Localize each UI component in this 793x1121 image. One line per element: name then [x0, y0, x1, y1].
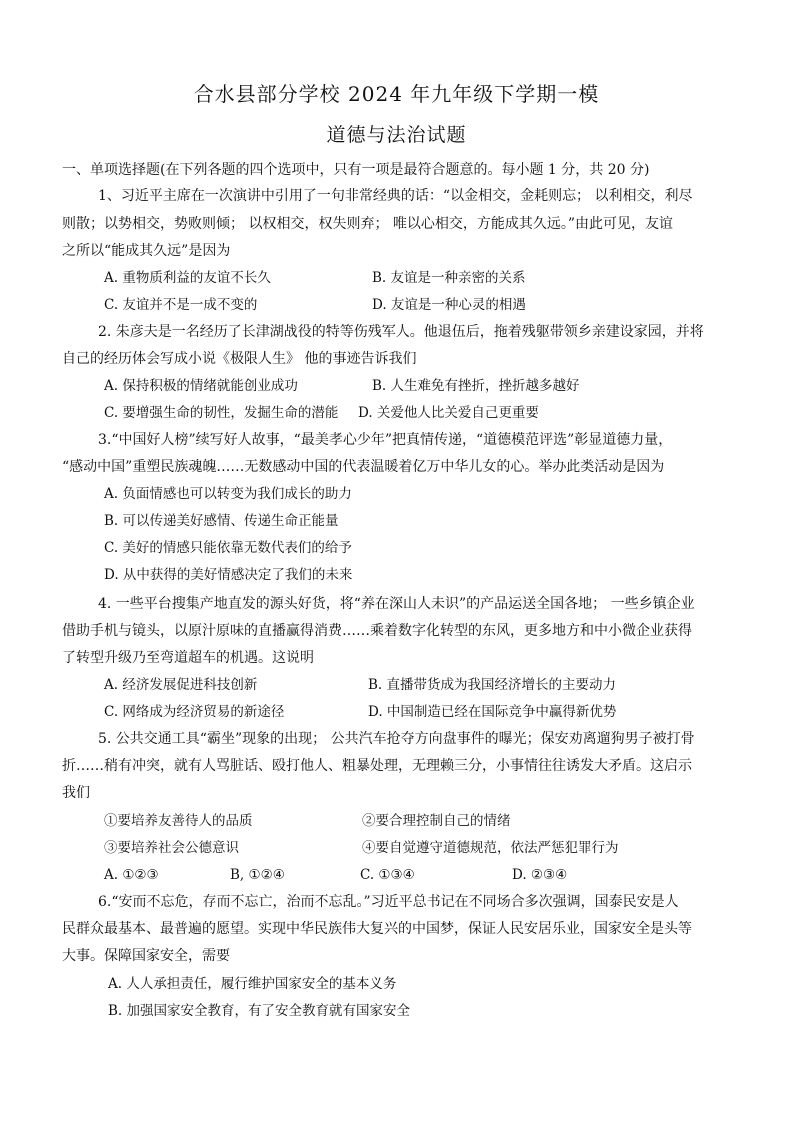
q1-option-d: D. 友谊是一种心灵的相遇	[372, 297, 526, 313]
exam-title: 合水县部分学校 2024 年九年级下学期一模	[193, 82, 600, 106]
q2-option-c: C. 要增强生命的韧性，发掘生命的潜能	[104, 405, 339, 421]
q5-line-2: 折……稍有冲突，就有人骂脏话、殴打他人、粗暴处理，无理赖三分，小事情往往诱发大矛盾。这启示	[62, 758, 692, 774]
q3-line-2: “感动中国”重塑民族魂魄……无数感动中国的代表温暖着亿万中华儿女的心。举办此类活动是因为	[62, 459, 665, 475]
q5-statement-2: ②要合理控制自己的情绪	[362, 813, 511, 829]
q3-option-a: A. 负面情感也可以转变为我们成长的助力	[104, 486, 352, 502]
q6-line-1: 6.“安而不忘危，存而不忘亡，治而不忘乱。”习近平总书记在不同场合多次强调，国泰民安是人	[98, 894, 679, 910]
q2-line-2: 自己的经历体会写成小说《极限人生》 他的事迹告诉我们	[62, 351, 417, 367]
q4-option-b: B. 直播带货成为我国经济增长的主要动力	[368, 677, 617, 693]
q5-line-3: 我们	[62, 785, 90, 801]
q6-option-b: B. 加强国家安全教育，有了安全教育就有国家安全	[108, 1003, 411, 1019]
q2-option-d: D. 关爱他人比关爱自己更重要	[358, 405, 539, 421]
q4-line-2: 借助手机与镜头，以原汁原味的直播赢得消费……乘着数字化转型的东风，更多地方和中小微企业获得	[62, 623, 692, 639]
q5-option-d: D. ②③④	[512, 867, 568, 883]
q1-line-1: 1、习近平主席在一次演讲中引用了一句非常经典的话：“以金相交，金耗则忘； 以利相交，利尽	[98, 188, 693, 204]
q2-option-b: B. 人生难免有挫折，挫折越多越好	[372, 378, 580, 394]
section-heading: 一、单项选择题(在下列各题的四个选项中，只有一项是最符合题意的。每小题 1 分，共 20 分)	[62, 162, 650, 178]
q2-option-a: A. 保持积极的情绪就能创业成功	[104, 378, 298, 394]
q3-option-c: C. 美好的情感只能依靠无数代表们的给予	[104, 540, 352, 556]
q3-line-1: 3.“中国好人榜”续写好人故事，“最美孝心少年”把真情传递，“道德模范评选”彰显道德力量，	[98, 432, 673, 448]
q1-option-b: B. 友谊是一种亲密的关系	[372, 270, 526, 286]
q1-option-c: C. 友谊并不是一成不变的	[104, 297, 258, 313]
q4-option-d: D. 中国制造已经在国际竞争中赢得新优势	[368, 704, 617, 720]
q6-option-a: A. 人人承担责任，履行维护国家安全的基本义务	[108, 976, 397, 992]
q1-line-3: 之所以“能成其久远”是因为	[62, 243, 231, 259]
q5-option-b: B, ①②④	[230, 867, 285, 883]
q5-statement-1: ①要培养友善待人的品质	[104, 813, 253, 829]
q1-option-a: A. 重物质利益的友谊不长久	[104, 270, 271, 286]
q4-option-c: C. 网络成为经济贸易的新途径	[104, 704, 285, 720]
q4-option-a: A. 经济发展促进科技创新	[104, 677, 258, 693]
q3-option-b: B. 可以传递美好感情、传递生命正能量	[104, 513, 339, 529]
q3-option-d: D. 从中获得的美好情感决定了我们的未来	[104, 567, 353, 583]
q2-line-1: 2. 朱彦夫是一名经历了长津湖战役的特等伤残军人。他退伍后，拖着残躯带领乡亲建设家园，并将	[98, 324, 704, 340]
exam-subtitle: 道德与法治试题	[326, 124, 467, 146]
q6-line-2: 民群众最基本、最普遍的愿望。实现中华民族伟大复兴的中国梦，保证人民安居乐业，国家安全是头等	[62, 921, 692, 937]
q1-line-2: 则散；以势相交，势败则倾； 以权相交，权失则弃； 唯以心相交，方能成其久远。”由此可见，友谊	[62, 216, 674, 232]
q5-statement-4: ④要自觉遵守道德规范，依法严惩犯罪行为	[362, 840, 619, 856]
q4-line-3: 了转型升级乃至弯道超车的机遇。这说明	[62, 650, 314, 666]
q6-line-3: 大事。保障国家安全，需要	[62, 948, 230, 964]
q5-line-1: 5. 公共交通工具“霸坐”现象的出现； 公共汽车抢夺方向盘事件的曝光；保安劝离遛狗男子被打骨	[98, 731, 695, 747]
q4-line-1: 4. 一些平台搜集产地直发的源头好货，将“养在深山人未识”的产品运送全国各地； 一些乡镇企业	[98, 596, 695, 612]
q5-statement-3: ③要培养社会公德意识	[104, 840, 239, 856]
q5-option-c: C. ①③④	[360, 867, 415, 883]
q5-option-a: A. ①②③	[104, 867, 159, 883]
